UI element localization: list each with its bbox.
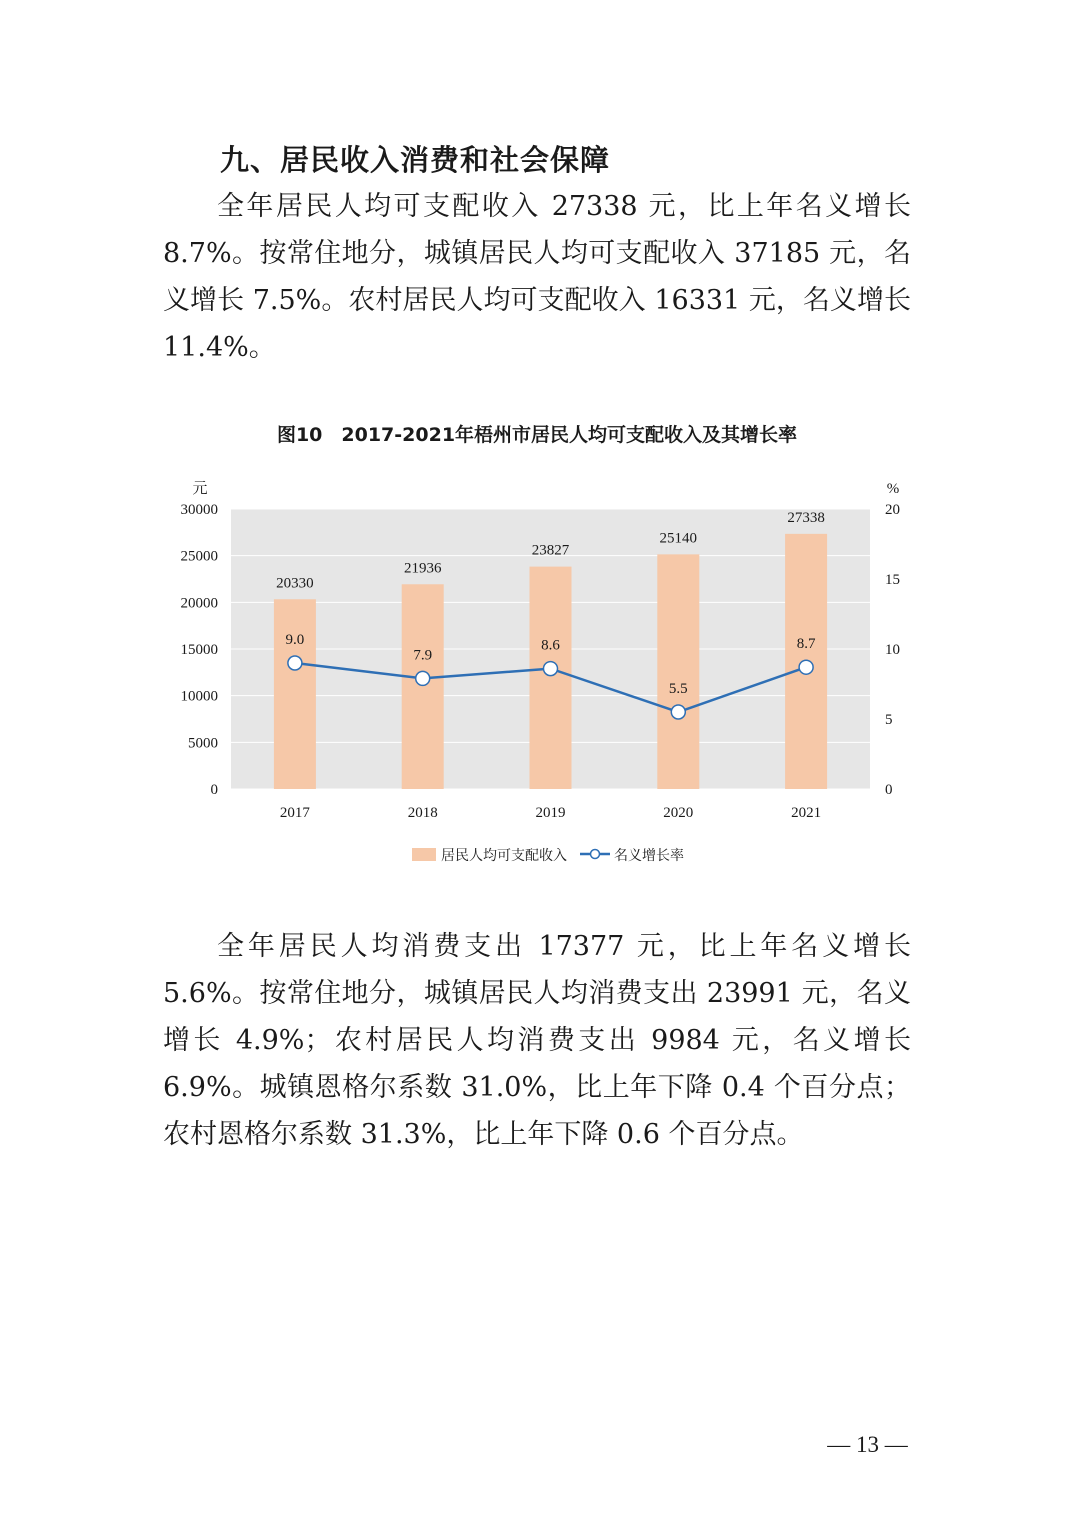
right-axis-tick-label: 20 — [885, 502, 900, 518]
income-bar — [657, 554, 699, 789]
line-data-label: 8.6 — [541, 637, 560, 654]
consumption-paragraph: 全年居民人均消费支出 17377 元，比上年名义增长 5.6%。按常住地分，城镇居民人均消费支出 23991 元，名义增长 4.9%；农村居民人均消费支出 9984 元，名义增长 6.9%。城镇恩格尔系数 31.0%，比上年下降 0.4 个百分点；农村恩格尔系数 31.3%，比上年下降 0.6 个百分点。 — [163, 931, 911, 1150]
legend-line-label: 名义增长率 — [614, 848, 684, 864]
x-axis-tick-label: 2017 — [279, 805, 310, 821]
growth-rate-point — [544, 662, 558, 676]
income-bar — [530, 567, 572, 789]
income-bar — [402, 584, 444, 789]
legend-bar-swatch — [412, 848, 436, 861]
bar-data-label: 23827 — [531, 542, 570, 559]
growth-rate-point — [799, 660, 813, 674]
left-axis-unit: 元 — [192, 479, 208, 497]
right-axis-tick-label: 10 — [885, 642, 900, 658]
growth-rate-point — [416, 671, 430, 685]
bar-data-label: 25140 — [659, 530, 698, 547]
left-axis-tick-label: 15000 — [180, 642, 218, 658]
legend-bar-label: 居民人均可支配收入 — [441, 848, 567, 864]
section-heading: 九、居民收入消费和社会保障 — [220, 143, 611, 177]
line-data-label: 9.0 — [285, 632, 305, 648]
x-axis-tick-label: 2019 — [535, 805, 566, 821]
bar-data-label: 21936 — [403, 560, 442, 577]
income-paragraph: 全年居民人均可支配收入 27338 元，比上年名义增长 8.7%。按常住地分，城镇居民人均可支配收入 37185 元，名义增长 7.5%。农村居民人均可支配收入 16331 元，名义增长 11.4%。 — [163, 191, 911, 363]
x-axis-tick-label: 2021 — [791, 805, 822, 821]
income-bar — [274, 599, 316, 789]
left-axis-tick-label: 30000 — [180, 502, 218, 518]
line-data-label: 8.7 — [796, 636, 816, 653]
growth-rate-point — [288, 656, 302, 670]
left-axis-tick-label: 25000 — [180, 548, 218, 565]
legend-line-marker — [591, 850, 600, 859]
right-axis-tick-label: 0 — [885, 782, 893, 798]
left-axis-tick-label: 20000 — [180, 595, 218, 612]
line-data-label: 5.5 — [668, 681, 688, 697]
line-data-label: 7.9 — [413, 647, 433, 664]
page-number: — 13 — — [827, 1432, 908, 1457]
growth-rate-point — [671, 705, 685, 719]
right-axis-unit: % — [886, 481, 900, 497]
x-axis-tick-label: 2020 — [663, 805, 694, 821]
bar-data-label: 20330 — [276, 575, 314, 592]
figure-title: 图10 2017-2021年梧州市居民人均可支配收入及其增长率 — [276, 424, 798, 446]
left-axis-tick-label: 10000 — [180, 688, 218, 705]
x-axis-tick-label: 2018 — [407, 805, 438, 821]
right-axis-tick-label: 15 — [885, 572, 900, 588]
right-axis-tick-label: 5 — [885, 712, 893, 728]
left-axis-tick-label: 0 — [210, 782, 218, 798]
bar-data-label: 27338 — [787, 509, 825, 526]
left-axis-tick-label: 5000 — [188, 735, 218, 752]
